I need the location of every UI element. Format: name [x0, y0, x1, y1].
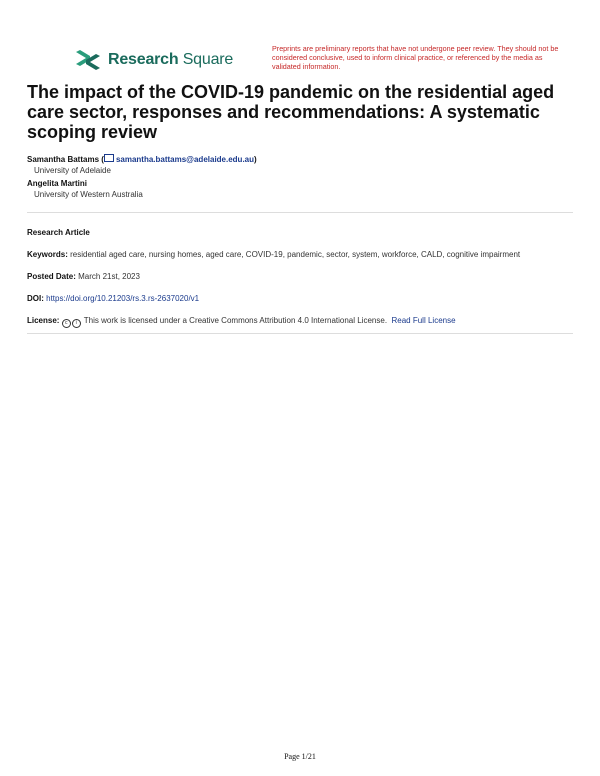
author-name: [27, 154, 567, 165]
author-name-text: Samantha Battams: [27, 155, 100, 164]
read-full-license-link[interactable]: Read Full License: [391, 316, 456, 325]
keywords-label: Keywords:: [27, 250, 68, 259]
preprint-disclaimer: Preprints are preliminary reports that have not undergone peer review. They should not be considered conclusive, used to inform clinical practice, or referenced by the media as validated information.: [272, 44, 559, 71]
license-text: This work is licensed under a Creative Commons Attribution 4.0 International License.: [83, 316, 388, 325]
author-affiliation: University of Adelaide: [34, 166, 111, 175]
paper-title: The impact of the COVID-19 pandemic on the residential aged care sector, responses and recommendations: A systematic scoping review: [27, 82, 555, 142]
posted-date-label: Posted Date:: [27, 272, 76, 281]
mail-icon: [104, 154, 114, 162]
author-email-link[interactable]: [104, 155, 254, 164]
keywords-text: residential aged care, nursing homes, aged care, COVID-19, pandemic, sector, system, workforce, CALD, cognitive impairment: [70, 250, 521, 259]
doi-link[interactable]: https://doi.org/10.21203/rs.3.rs-2637020/v1: [46, 294, 200, 303]
license-row: [27, 316, 573, 328]
doi-row: [27, 294, 573, 303]
posted-date-value: March 21st, 2023: [78, 272, 140, 281]
logo-text: [108, 51, 233, 69]
divider: [27, 212, 573, 213]
author-email-text: samantha.battams@adelaide.edu.au: [115, 155, 255, 164]
logo-text-research: Research: [108, 51, 179, 68]
research-square-logo[interactable]: [74, 48, 233, 72]
attribution-icon: i: [72, 319, 81, 328]
license-label: License:: [27, 316, 60, 325]
doi-label: DOI:: [27, 294, 44, 303]
keywords-row: [27, 250, 573, 259]
logo-text-square: Square: [182, 51, 234, 68]
author-name: Angelita Martini: [27, 179, 88, 188]
research-square-logo-icon: [74, 48, 102, 72]
page-number: Page 1/21: [284, 752, 316, 761]
divider: [27, 333, 573, 334]
article-type: Research Article: [27, 228, 90, 237]
email-paren-close: ): [254, 155, 257, 164]
posted-date-row: [27, 272, 573, 281]
header: [74, 44, 574, 76]
author-list: [27, 154, 567, 202]
author-affiliation: University of Western Australia: [34, 190, 143, 199]
email-paren-open: (: [101, 155, 104, 164]
creative-commons-icon: c: [62, 319, 71, 328]
